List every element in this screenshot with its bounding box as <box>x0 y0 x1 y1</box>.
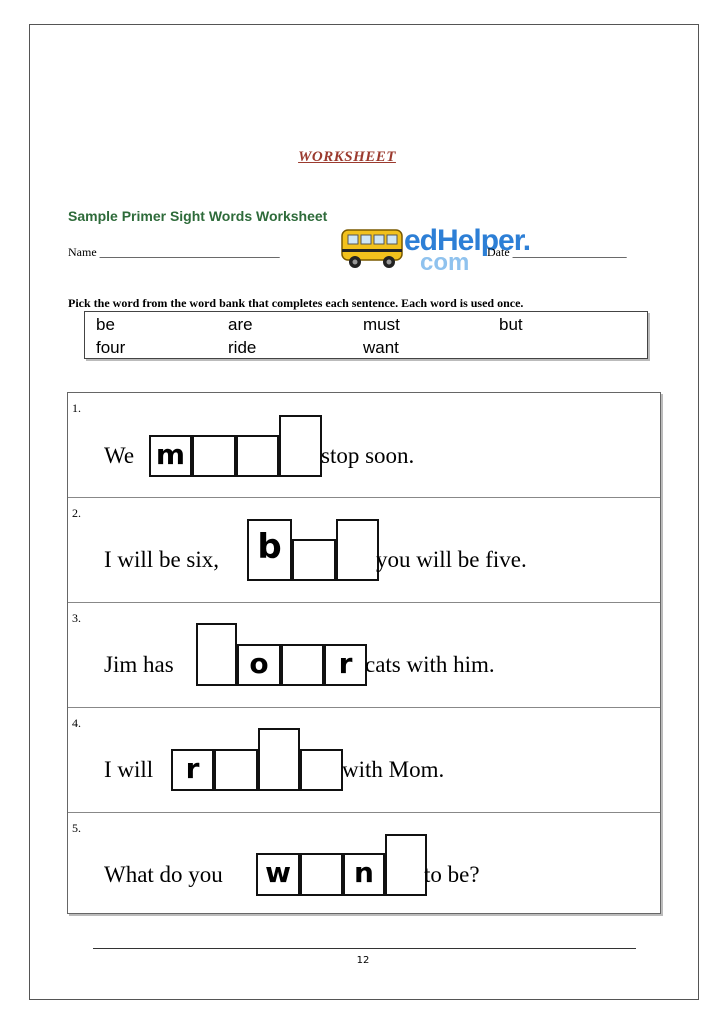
word-bank-item: four <box>96 338 126 357</box>
instructions: Pick the word from the word bank that completes each sentence. Each word is used once. <box>68 296 524 310</box>
word-bank-item: are <box>228 315 253 334</box>
letter-box[interactable]: w <box>256 853 300 896</box>
letter-box[interactable] <box>258 728 300 791</box>
question-number: 1. <box>72 401 81 415</box>
worksheet-subtitle: Sample Primer Sight Words Worksheet <box>68 208 328 224</box>
letter-box[interactable]: o <box>237 644 281 686</box>
sentence-start: What do you <box>104 862 223 887</box>
school-bus-icon <box>338 222 408 276</box>
letter-box[interactable]: r <box>171 749 214 791</box>
word-bank-item: but <box>499 315 523 334</box>
letter-box[interactable] <box>192 435 236 477</box>
logo-text-com: com <box>420 249 470 276</box>
letter-box[interactable] <box>336 519 379 581</box>
question-row <box>68 602 660 706</box>
sentence-end: cats with him. <box>365 652 495 677</box>
word-bank-item: must <box>363 315 400 334</box>
sentence-start: I will <box>104 757 154 782</box>
letter-box[interactable]: n <box>343 853 385 896</box>
letter-box[interactable] <box>300 749 343 791</box>
name-field: Name ______________________________ <box>68 245 280 259</box>
question-row <box>68 393 660 497</box>
letter-box[interactable] <box>236 435 279 477</box>
letter-box[interactable] <box>385 834 427 896</box>
sentence-start: I will be six, <box>104 547 219 572</box>
sentence-end: stop soon. <box>321 443 415 468</box>
footer-rule <box>93 948 636 949</box>
question-row <box>68 812 660 916</box>
letter-box[interactable] <box>281 644 324 686</box>
word-bank <box>84 311 648 359</box>
question-row <box>68 707 660 811</box>
page-number: 12 <box>356 955 370 966</box>
question-number: 3. <box>72 611 81 625</box>
sentence-end: you will be five. <box>376 547 527 572</box>
question-number: 5. <box>72 821 81 835</box>
sentence-start: We <box>104 443 135 468</box>
questions-table <box>67 392 661 914</box>
worksheet-title: WORKSHEET <box>298 149 396 165</box>
logo-text: edHelper. <box>404 224 531 257</box>
question-number: 4. <box>72 716 81 730</box>
word-bank-item: want <box>363 338 399 357</box>
letter-box[interactable] <box>214 749 258 791</box>
letter-box[interactable]: r <box>324 644 367 686</box>
letter-box[interactable]: b <box>247 519 292 581</box>
letter-box[interactable]: m <box>149 435 192 477</box>
letter-box[interactable] <box>196 623 237 686</box>
question-row <box>68 497 660 601</box>
date-field: Date ___________________ <box>487 245 627 259</box>
letter-box[interactable] <box>292 539 336 581</box>
letter-box[interactable] <box>279 415 322 477</box>
question-number: 2. <box>72 506 81 520</box>
letter-box[interactable] <box>300 853 343 896</box>
sentence-start: Jim has <box>104 652 174 677</box>
word-bank-item: ride <box>228 338 257 357</box>
sentence-end: with Mom. <box>342 757 445 782</box>
sentence-end: to be? <box>424 862 480 887</box>
word-bank-item: be <box>96 315 115 334</box>
